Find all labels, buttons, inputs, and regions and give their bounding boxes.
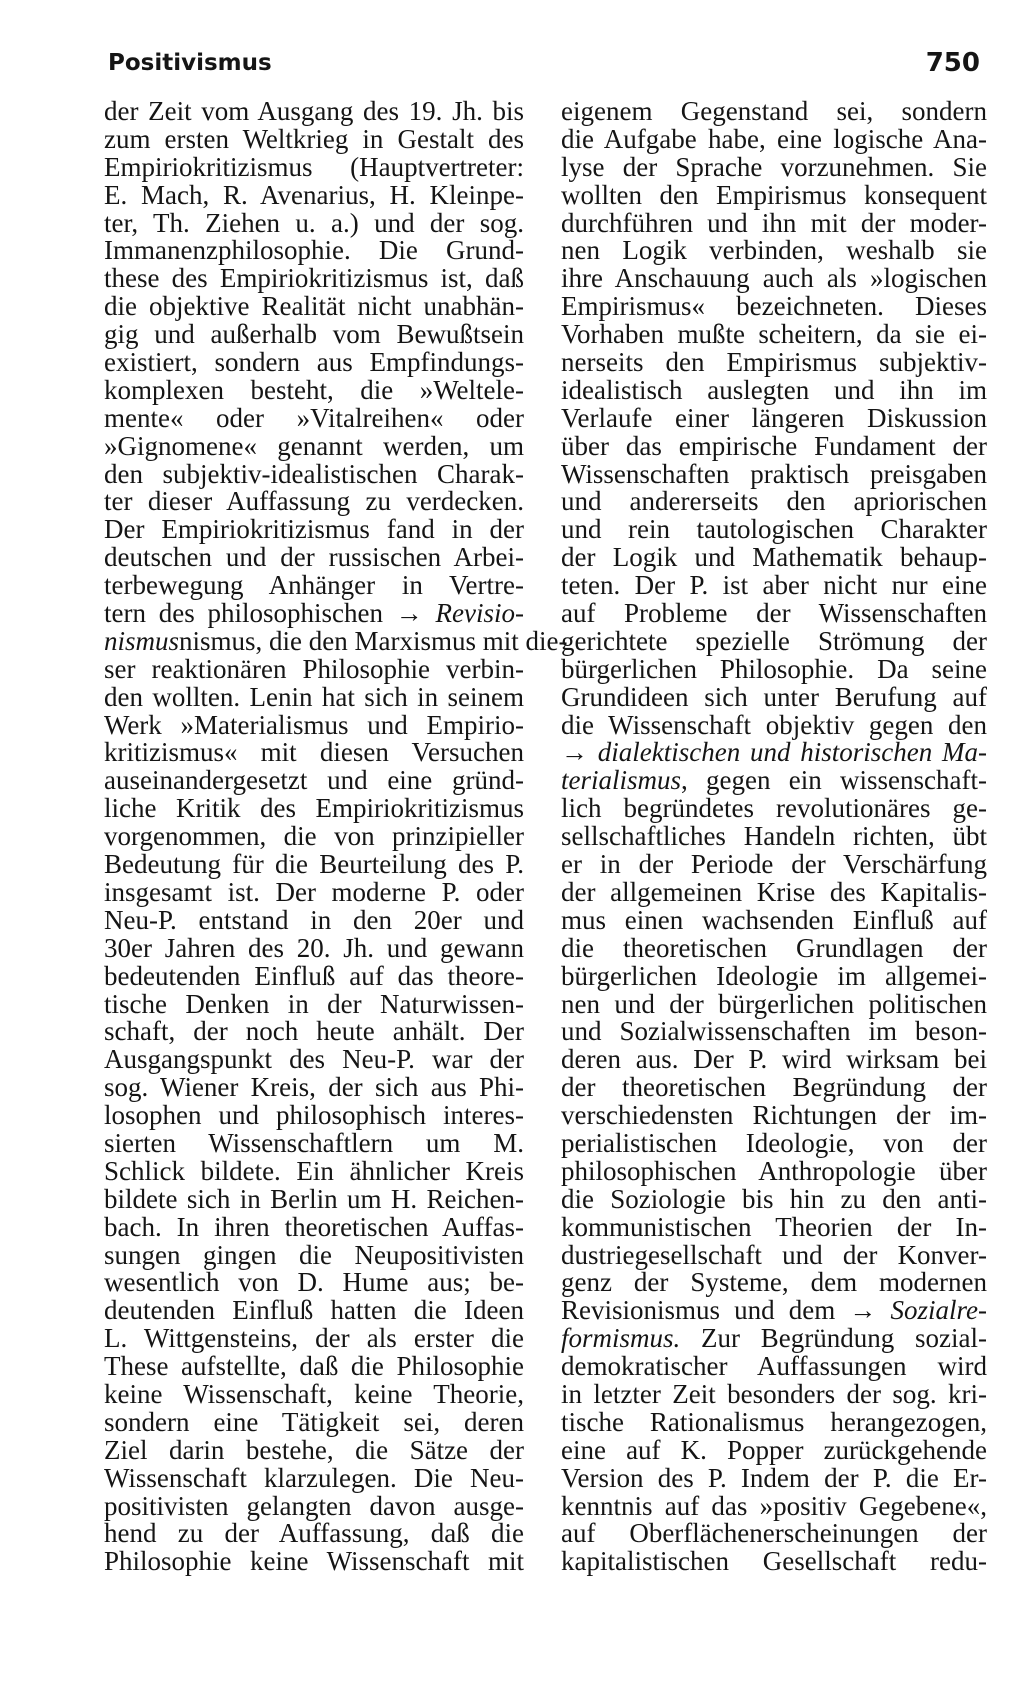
text-segment: nismus, die den Marxismus mit die- <box>179 625 568 656</box>
text-line: E. Mach, R. Avenarius, H. Kleinpe- <box>104 179 524 210</box>
text-line: deutenden Einfluß hatten die Ideen <box>104 1295 524 1326</box>
text-line: dustriegesellschaft und der Konver- <box>561 1239 987 1270</box>
text-line: ter dieser Auffassung zu verdecken. <box>104 486 524 517</box>
text-line: lich begründetes revolutionäres ge- <box>561 793 987 824</box>
text-line: vorgenommen, die von prinzipieller <box>104 821 524 852</box>
right-text-column <box>561 98 987 1576</box>
text-line: der theoretischen Begründung der <box>561 1072 987 1103</box>
text-line: tische Denken in der Naturwissen- <box>104 988 524 1019</box>
text-line: eine auf K. Popper zurückgehende <box>561 1434 987 1465</box>
left-text-column <box>104 96 568 1577</box>
text-line: die Aufgabe habe, eine logische Ana- <box>561 123 987 154</box>
text-line: eigenem Gegenstand sei, sondern <box>561 96 987 126</box>
text-line: idealistisch auslegten und ihn im <box>561 374 987 405</box>
text-line: genz der Systeme, dem modernen <box>561 1267 987 1298</box>
text-line: terbewegung Anhänger in Vertre- <box>104 570 524 601</box>
text-line: Immanenzphilosophie. Die Grund- <box>104 235 524 266</box>
text-line: die objektive Realität nicht unabhän- <box>104 291 524 322</box>
page-number: 750 <box>925 48 980 78</box>
text-line: auseinandergesetzt und eine gründ- <box>104 765 524 796</box>
text-line: demokratischer Auffassungen wird <box>561 1351 987 1382</box>
text-line: die Wissenschaft objektiv gegen den <box>561 709 987 740</box>
text-line: existiert, sondern aus Empfindungs- <box>104 347 524 378</box>
text-line: komplexen besteht, die »Weltele- <box>104 374 524 405</box>
text-line: deren aus. Der P. wird wirksam bei <box>561 1044 987 1075</box>
text-line: mus einen wachsenden Einfluß auf <box>561 904 987 935</box>
text-line: L. Wittgensteins, der als erster die <box>104 1323 524 1354</box>
crossref-link-revisionismus[interactable]: → Revisio- <box>395 598 524 629</box>
text-line: der allgemeinen Krise des Kapitalis- <box>561 876 987 907</box>
text-line: losophen und philosophisch interes- <box>104 1100 524 1131</box>
text-line: der Zeit vom Ausgang des 19. Jh. bis <box>104 96 524 126</box>
text-line: Wissenschaft klarzulegen. Die Neu- <box>104 1462 524 1493</box>
running-head-title: Positivismus <box>108 50 272 76</box>
text-line: kommunistischen Theorien der In- <box>561 1211 987 1242</box>
text-line: zum ersten Weltkrieg in Gestalt des <box>104 123 524 154</box>
text-line: durchführen und ihn mit der moder- <box>561 207 987 238</box>
text-line: Version des P. Indem der P. die Er- <box>561 1462 987 1493</box>
text-line: bürgerlichen Philosophie. Da seine <box>561 653 987 684</box>
text-line: insgesamt ist. Der moderne P. oder <box>104 876 524 907</box>
text-line: These aufstellte, daß die Philosophie <box>104 1351 524 1382</box>
text-line: »Gignomene« genannt werden, um <box>104 430 524 461</box>
text-segment: Zur Begründung sozial- <box>680 1323 987 1354</box>
text-line: bach. In ihren theoretischen Auffas- <box>104 1211 524 1242</box>
text-line: Empirismus« bezeichneten. Dieses <box>561 291 987 322</box>
text-line: Bedeutung für die Beurteilung des P. <box>104 849 524 880</box>
text-line: die Soziologie bis hin zu den anti- <box>561 1183 987 1214</box>
text-line: Empiriokritizismus (Hauptvertreter: <box>104 151 524 182</box>
text-line: kritizismus« mit diesen Versuchen <box>104 737 524 768</box>
text-line: bildete sich in Berlin um H. Reichen- <box>104 1183 524 1214</box>
text-segment: Revisionismus und dem <box>561 1295 836 1326</box>
text-line: perialistischen Ideologie, von der <box>561 1127 987 1158</box>
text-line: Neu-P. entstand in den 20er und <box>104 904 524 935</box>
text-line: ser reaktionären Philosophie verbin- <box>104 653 524 684</box>
text-line: gerichtete spezielle Strömung der <box>561 625 987 656</box>
text-line: schaft, der noch heute anhält. Der <box>104 1016 524 1047</box>
text-line: Schlick bildete. Ein ähnlicher Kreis <box>104 1155 524 1186</box>
text-line: kenntnis auf das »positiv Gegebene«, <box>561 1490 987 1521</box>
text-line: bedeutenden Einfluß auf das theore- <box>104 960 524 991</box>
text-line: Wissenschaften praktisch preisgaben <box>561 458 987 489</box>
text-line: 30er Jahren des 20. Jh. und gewann <box>104 932 524 963</box>
text-line: bürgerlichen Ideologie im allgemei- <box>561 960 987 991</box>
text-line: und Sozialwissenschaften im beson- <box>561 1016 987 1047</box>
text-line: liche Kritik des Empiriokritizismus <box>104 793 524 824</box>
text-line: Grundideen sich unter Berufung auf <box>561 681 987 712</box>
text-line: auf Probleme der Wissenschaften <box>561 598 987 629</box>
text-line: teten. Der P. ist aber nicht nur eine <box>561 570 987 601</box>
text-line: den wollten. Lenin hat sich in seinem <box>104 681 524 712</box>
text-line-with-crossref <box>561 1297 987 1325</box>
text-line: lyse der Sprache vorzunehmen. Sie <box>561 151 987 182</box>
text-line: sog. Wiener Kreis, der sich aus Phi- <box>104 1072 524 1103</box>
text-line: Verlaufe einer längeren Diskussion <box>561 402 987 433</box>
text-line: Der Empiriokritizismus fand in der <box>104 514 524 545</box>
crossref-link-sozialreformismus-cont[interactable]: formismus. <box>561 1323 681 1354</box>
text-line: nerseits den Empirismus subjektiv- <box>561 347 987 378</box>
text-line: philosophischen Anthropologie über <box>561 1155 987 1186</box>
text-line: und rein tautologischen Charakter <box>561 514 987 545</box>
text-line: Ausgangspunkt des Neu-P. war der <box>104 1044 524 1075</box>
text-line-with-crossref <box>104 600 524 628</box>
text-line: nen Logik verbinden, weshalb sie <box>561 235 987 266</box>
text-line: sondern eine Tätigkeit sei, deren <box>104 1406 524 1437</box>
text-line: deutschen und der russischen Arbei- <box>104 542 524 573</box>
text-line-with-crossref <box>561 767 987 795</box>
text-line: sierten Wissenschaftlern um M. <box>104 1127 524 1158</box>
text-line: kapitalistischen Gesellschaft redu- <box>561 1546 987 1577</box>
text-line: verschiedensten Richtungen der im- <box>561 1100 987 1131</box>
text-line-with-crossref <box>104 625 568 656</box>
text-line: den subjektiv-idealistischen Charak- <box>104 458 524 489</box>
text-line: hend zu der Auffassung, daß die <box>104 1518 524 1549</box>
text-line: auf Oberflächenerscheinungen der <box>561 1518 987 1549</box>
crossref-link-revisionismus-cont[interactable]: nismus <box>104 625 180 656</box>
text-line: in letzter Zeit besonders der sog. kri- <box>561 1378 987 1409</box>
text-line: Philosophie keine Wissenschaft mit <box>104 1546 524 1577</box>
text-line: der Logik und Mathematik behaup- <box>561 542 987 573</box>
text-line: these des Empiriokritizismus ist, daß <box>104 263 524 294</box>
text-line: wesentlich von D. Hume aus; be- <box>104 1267 524 1298</box>
text-line-with-crossref <box>561 1325 987 1353</box>
crossref-link-dialektischer-materialismus[interactable]: → dialektischen und historischen Ma- <box>561 737 987 768</box>
text-line: Vorhaben mußte scheitern, da sie ei- <box>561 319 987 350</box>
text-line: ihre Anschauung auch als »logischen <box>561 263 987 294</box>
text-line: wollten den Empirismus konsequent <box>561 179 987 210</box>
crossref-link-sozialreformismus[interactable]: → Sozialre- <box>849 1295 987 1326</box>
crossref-link-materialismus-cont[interactable]: terialismus <box>561 765 682 796</box>
text-line: über das empirische Fundament der <box>561 430 987 461</box>
text-line: sungen gingen die Neupositivisten <box>104 1239 524 1270</box>
text-line: ter, Th. Ziehen u. a.) und der sog. <box>104 207 524 238</box>
text-line: Werk »Materialismus und Empirio- <box>104 709 524 740</box>
text-line: gig und außerhalb vom Bewußtsein <box>104 319 524 350</box>
text-line: die theoretischen Grundlagen der <box>561 932 987 963</box>
text-line: tische Rationalismus herangezogen, <box>561 1406 987 1437</box>
text-line: sellschaftliches Handeln richten, übt <box>561 821 987 852</box>
text-line: und andererseits den apriorischen <box>561 486 987 517</box>
text-line: mente« oder »Vitalreihen« oder <box>104 402 524 433</box>
text-segment: tern des philosophischen <box>104 598 383 629</box>
text-line: Ziel darin bestehe, die Sätze der <box>104 1434 524 1465</box>
text-line: positivisten gelangten davon ausge- <box>104 1490 524 1521</box>
text-segment: , gegen ein wissenschaft- <box>681 765 987 796</box>
text-line: keine Wissenschaft, keine Theorie, <box>104 1378 524 1409</box>
text-line: er in der Periode der Verschärfung <box>561 849 987 880</box>
text-line: nen und der bürgerlichen politischen <box>561 988 987 1019</box>
